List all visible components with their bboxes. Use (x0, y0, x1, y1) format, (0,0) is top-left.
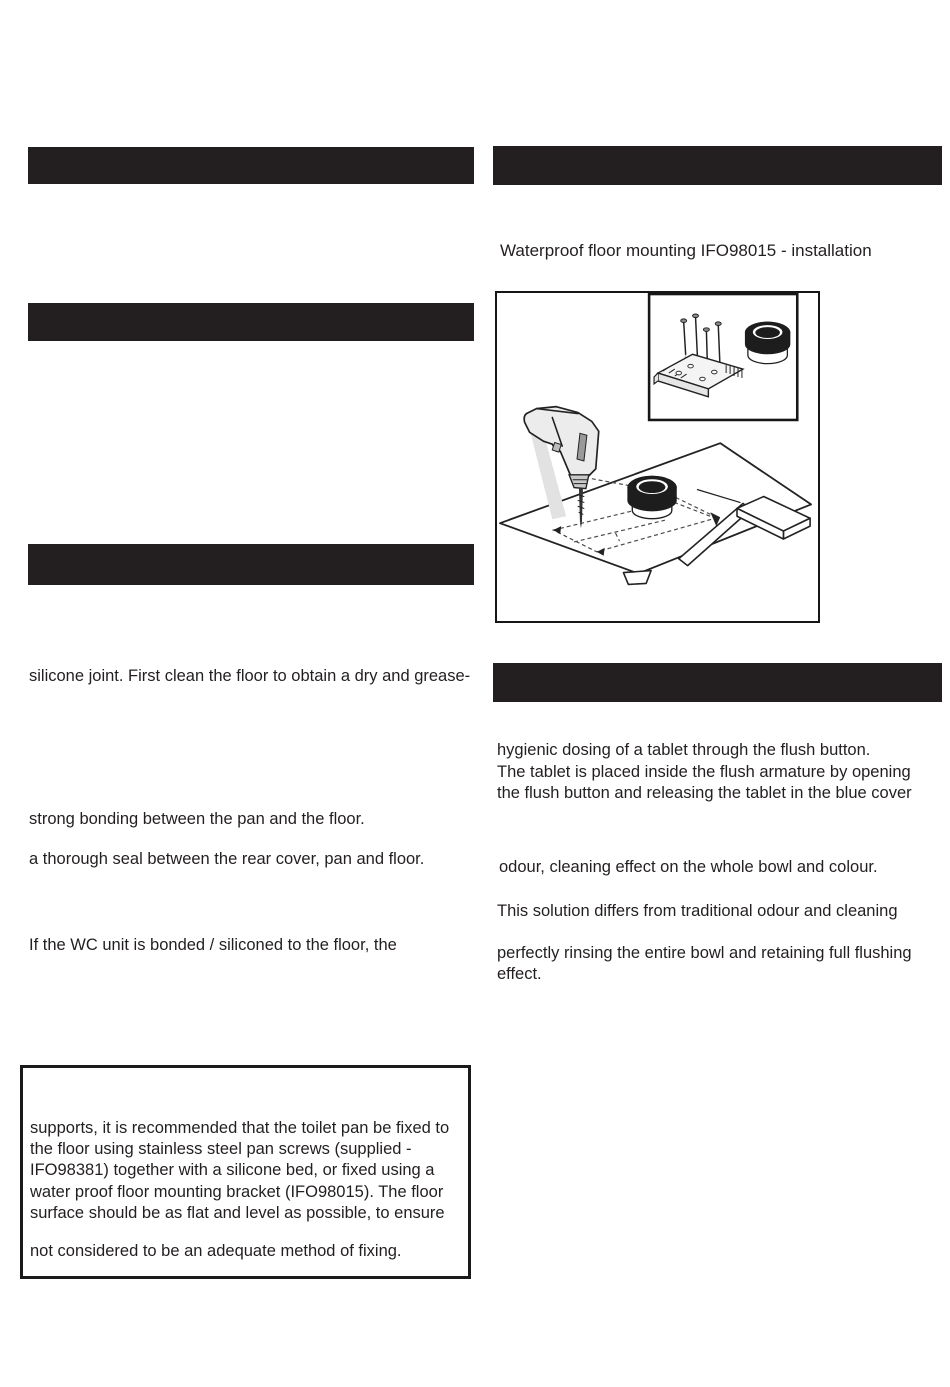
body-line: the flush button and releasing the tablet in the blue cover (497, 784, 912, 802)
body-line: perfectly rinsing the entire bowl and retaining full flushing (497, 944, 912, 962)
body-paragraph (497, 943, 912, 985)
note-line: not considered to be an adequate method of fixing. (30, 1242, 402, 1261)
mounting-collar-icon (627, 476, 676, 519)
body-line: effect. (497, 965, 542, 983)
redacted-heading-bar (28, 544, 474, 585)
note-line: supports, it is recommended that the toilet pan be fixed to (30, 1119, 450, 1137)
body-line: This solution differs from traditional odour and cleaning (497, 902, 898, 920)
redacted-heading-bar (493, 663, 942, 702)
body-line: If the WC unit is bonded / siliconed to the floor, the (29, 936, 397, 954)
note-line: IFO98381) together with a silicone bed, or fixed using a (30, 1161, 435, 1180)
redacted-heading-bar (493, 146, 942, 185)
body-line: odour, cleaning effect on the whole bowl and colour. (499, 858, 878, 876)
floor-mounting-illustration (497, 293, 818, 621)
body-line: a thorough seal between the rear cover, pan and floor. (29, 850, 425, 868)
note-line: surface should be as flat and level as possible, to ensure (30, 1203, 445, 1222)
inset-detail-box (649, 294, 797, 420)
body-line: The tablet is placed inside the flush armature by opening (497, 762, 911, 781)
note-box (20, 1065, 471, 1279)
redacted-heading-bar (28, 303, 474, 341)
body-line: hygienic dosing of a tablet through the flush button. (497, 741, 871, 759)
mounting-collar-icon (745, 322, 790, 364)
note-line: the floor using stainless steel pan screws (supplied - (30, 1140, 412, 1159)
body-line: silicone joint. First clean the floor to obtain a dry and grease- (29, 667, 471, 685)
body-paragraph (497, 740, 912, 805)
redacted-heading-bar (28, 147, 474, 184)
body-line: strong bonding between the pan and the floor. (29, 810, 365, 828)
figure-caption: Waterproof floor mounting IFO98015 - installation (500, 241, 872, 260)
note-line: water proof floor mounting bracket (IFO98015). The floor (30, 1182, 444, 1201)
installation-figure (495, 291, 820, 623)
